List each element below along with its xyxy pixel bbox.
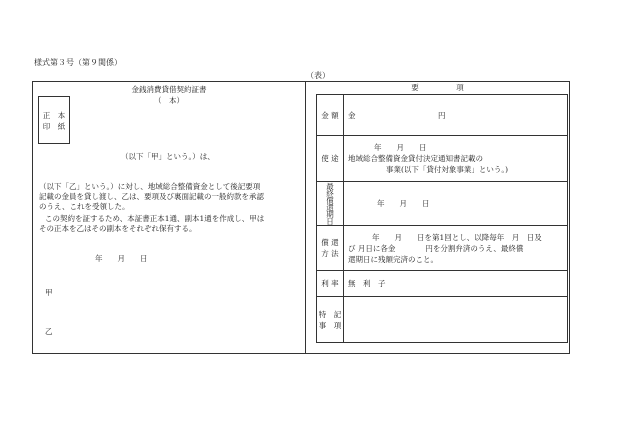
special-notes-label xyxy=(317,297,344,343)
interest-rate-value: 無 利 子 xyxy=(344,271,568,297)
stamp-line-1: 正 本 xyxy=(42,111,66,120)
paragraph-lender: （以下「甲」という。）は、 xyxy=(121,152,215,161)
table-row xyxy=(317,95,568,136)
amount-label: 金 額 xyxy=(317,95,344,136)
purpose-line-2: 地域総合整備資金貸付決定通知書記載の xyxy=(348,154,483,163)
special-notes-value xyxy=(344,297,568,343)
label-char: 最 xyxy=(326,181,334,191)
requirements-panel xyxy=(306,82,569,353)
paragraph-loan-line-1: （以下「乙」という。）に対し、地域総合整備資金として後記要項 xyxy=(39,182,261,191)
label-char: 償 xyxy=(326,195,334,205)
final-repayment-date-value: 年 月 日 xyxy=(344,182,568,226)
purpose-date: 年 月 日 xyxy=(374,143,427,152)
repayment-line-1: 年 月 日を第1回とし、以降毎年 月 日及 xyxy=(372,232,542,242)
party-a-label: 甲 xyxy=(45,288,53,297)
repayment-line-2: び 月日に各金 円を分割弁済のうえ、最終償 xyxy=(348,243,524,253)
table-row xyxy=(317,271,568,297)
contract-date: 年 月 日 xyxy=(95,254,148,263)
table-row xyxy=(317,136,568,182)
amount-value: 金 円 xyxy=(344,95,568,136)
repayment-line-3: 還期日に残額完済のこと。 xyxy=(348,254,438,264)
label-line: 事 項 xyxy=(318,320,342,330)
contract-title: 金銭消費貸借契約証書 xyxy=(131,85,207,94)
party-b-label: 乙 xyxy=(45,327,53,336)
label-line: 償 還 xyxy=(321,238,339,247)
contract-subtitle: （ 本） xyxy=(154,96,184,105)
form-number: 様式第３号（第９関係） xyxy=(34,58,122,67)
paragraph-loan-line-2: 記載の金員を貸し渡し、乙は、要項及び裏面記載の一般約款を承認 xyxy=(39,192,264,201)
requirements-header: 要 項 xyxy=(411,83,464,92)
label-line: 方 法 xyxy=(321,249,339,258)
label-char: 日 xyxy=(326,216,334,226)
label-line: 特 記 xyxy=(318,309,342,319)
contract-frame xyxy=(32,81,570,354)
purpose-line-3: 事業(以下「貸付対象事業」という。) xyxy=(386,165,509,174)
table-row xyxy=(317,297,568,343)
label-char: 還 xyxy=(326,202,334,212)
paragraph-loan-line-3: のうえ、これを受領した。 xyxy=(39,202,130,211)
paragraph-evidence-line-2: その正本を乙はその副本をそれぞれ保有する。 xyxy=(39,224,197,233)
contract-body-panel xyxy=(33,82,306,353)
front-side-mark: （表） xyxy=(306,71,330,80)
table-row xyxy=(317,226,568,271)
label-char: 期 xyxy=(326,209,334,219)
final-repayment-date-label xyxy=(317,182,344,226)
paragraph-evidence-line-1: この契約を証するため、本証書正本1通、副本1通を作成し、甲は xyxy=(45,214,265,223)
stamp-line-2: 印 紙 xyxy=(42,122,66,131)
requirements-table xyxy=(316,94,568,343)
label-char: 終 xyxy=(326,188,334,198)
table-row xyxy=(317,182,568,226)
repayment-method-label xyxy=(317,226,344,271)
revenue-stamp-box xyxy=(38,96,70,144)
interest-rate-label: 利 率 xyxy=(317,271,344,297)
repayment-method-value xyxy=(344,226,568,271)
purpose-label: 使 途 xyxy=(317,136,344,182)
purpose-value xyxy=(344,136,568,182)
